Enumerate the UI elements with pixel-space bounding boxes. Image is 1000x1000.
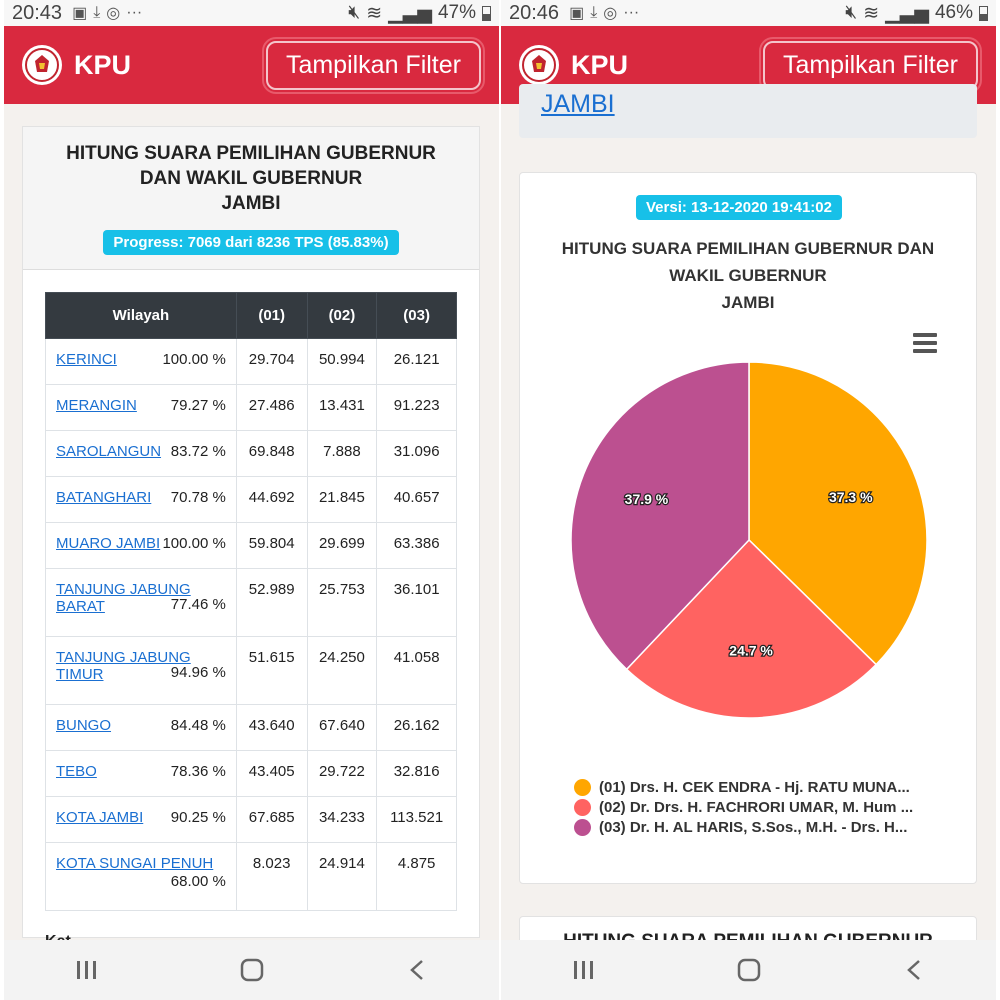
image-icon: ▣ [72,5,88,22]
notes-heading [45,911,457,937]
region-link[interactable]: BATANGHARI [56,489,152,506]
table-row [46,385,457,431]
results-table [45,292,457,911]
table-row [46,431,457,477]
previous-card [519,84,977,138]
legend-marker-icon [574,819,591,836]
votes-03: 113.521 [377,797,457,843]
votes-01: 52.989 [236,569,307,637]
wifi-icon: ≋ [366,2,383,24]
votes-02: 24.250 [307,637,377,705]
progress-badge: Progress: 7069 dari 8236 TPS (85.83%) [103,230,398,255]
signal-icon: ▁▃▅ [388,2,432,24]
region-progress: 100.00 % [162,535,226,552]
votes-02: 13.431 [307,385,377,431]
column-header: (02) [307,293,377,339]
more-icon: ··· [623,4,640,21]
page-content[interactable] [501,90,996,940]
table-row [46,477,457,523]
column-header: (03) [377,293,457,339]
clock: 20:43 [12,1,63,24]
battery-percent: 46% [934,2,973,23]
kpu-logo [22,45,62,85]
brand-name: KPU [74,49,132,80]
home-icon[interactable] [222,950,282,990]
votes-01: 29.704 [236,339,307,385]
android-nav-bar [4,940,499,1000]
android-nav-bar [501,940,996,1000]
votes-03: 26.162 [377,705,457,751]
region-progress: 68.00 % [170,873,226,890]
home-icon[interactable] [719,950,779,990]
table-row [46,751,457,797]
votes-03: 32.816 [377,751,457,797]
region-progress: 79.27 % [170,397,226,414]
region-link[interactable]: TANJUNG JABUNG TIMUR [56,649,191,683]
region-link[interactable]: MUARO JAMBI [56,535,161,552]
votes-01: 8.023 [236,843,307,911]
slice-data-label: 37.9 % [624,491,669,508]
table-row [46,843,457,911]
signal-icon: ▁▃▅ [885,2,929,24]
region-progress: 84.48 % [170,717,226,734]
votes-03: 31.096 [377,431,457,477]
votes-02: 25.753 [307,569,377,637]
region-link[interactable]: MERANGIN [56,397,137,414]
column-header: (01) [236,293,307,339]
phone-screen-left [4,0,499,1000]
chart-card [519,172,977,884]
card-header [23,127,479,270]
region-progress: 77.46 % [170,596,226,613]
votes-03: 36.101 [377,569,457,637]
card-title: DAN WAKIL GUBERNUR [139,168,363,189]
table-row [46,705,457,751]
votes-02: 67.640 [307,705,377,751]
votes-02: 34.233 [307,797,377,843]
votes-03: 91.223 [377,385,457,431]
chart-legend [574,777,954,837]
mute-icon: 🔇︎ [845,2,858,23]
region-progress: 70.78 % [170,489,226,506]
legend-marker-icon [574,779,591,796]
show-filter-button[interactable]: Tampilkan Filter [266,41,481,90]
card-title: HITUNG SUARA PEMILIHAN GUBERNUR [66,143,436,164]
slice-data-label: 37.3 % [828,489,873,506]
status-bar [4,0,499,26]
votes-01: 51.615 [236,637,307,705]
region-link[interactable]: TANJUNG JABUNG BARAT [56,581,191,615]
votes-02: 29.699 [307,523,377,569]
legend-item[interactable] [574,797,954,817]
table-row [46,797,457,843]
kpu-logo [519,45,559,85]
legend-item[interactable] [574,817,954,837]
legend-marker-icon [574,799,591,816]
app-header [4,26,499,104]
votes-03: 26.121 [377,339,457,385]
votes-01: 43.640 [236,705,307,751]
back-icon[interactable] [387,950,447,990]
region-progress: 90.25 % [170,809,226,826]
brand-name: KPU [571,49,629,80]
more-icon: ··· [126,4,143,21]
votes-02: 29.722 [307,751,377,797]
download-icon: ⤓ [93,4,101,21]
votes-03: 63.386 [377,523,457,569]
votes-02: 50.994 [307,339,377,385]
clock: 20:46 [509,1,560,24]
region-link[interactable]: JAMBI [541,90,615,118]
votes-03: 40.657 [377,477,457,523]
recent-apps-icon[interactable] [554,950,614,990]
battery-icon [979,6,988,21]
instagram-icon: ◎ [603,5,618,22]
version-badge: Versi: 13-12-2020 19:41:02 [636,195,842,220]
chart-title-line: WAKIL GUBERNUR [669,266,827,285]
votes-01: 67.685 [236,797,307,843]
page-content[interactable] [4,104,499,940]
votes-02: 21.845 [307,477,377,523]
slice-data-label: 24.7 % [729,642,773,659]
battery-icon [482,6,491,21]
table-row [46,523,457,569]
show-filter-button[interactable]: Tampilkan Filter [763,41,978,90]
votes-03: 41.058 [377,637,457,705]
region-link[interactable]: KOTA SUNGAI PENUH [56,855,214,872]
region-progress: 94.96 % [170,664,226,681]
votes-01: 59.804 [236,523,307,569]
chart-title-line: JAMBI [721,293,775,312]
legend-label: (01) Drs. H. CEK ENDRA - Hj. RATU MUNA... [599,778,910,796]
region-progress: 100.00 % [162,351,226,368]
column-header: Wilayah [46,293,237,339]
battery-percent: 47% [437,2,476,23]
card-title: JAMBI [221,193,281,214]
instagram-icon: ◎ [106,5,121,22]
phone-screen-right [501,0,996,1000]
table-row [46,569,457,637]
back-icon[interactable] [884,950,944,990]
status-bar [501,0,996,26]
recent-apps-icon[interactable] [57,950,117,990]
image-icon: ▣ [569,5,585,22]
region-link[interactable]: SAROLANGUN [56,443,162,460]
table-row [46,637,457,705]
result-card [22,126,480,938]
legend-label: (03) Dr. H. AL HARIS, S.Sos., M.H. - Drs. H... [599,818,908,836]
votes-03: 4.875 [377,843,457,911]
region-link[interactable]: KOTA JAMBI [56,809,144,826]
chart-title-line: HITUNG SUARA PEMILIHAN GUBERNUR DAN [561,239,935,258]
legend-item[interactable] [574,777,954,797]
votes-01: 69.848 [236,431,307,477]
mute-icon: 🔇︎ [348,2,361,23]
wifi-icon: ≋ [863,2,880,24]
region-progress: 78.36 % [170,763,226,780]
votes-01: 27.486 [236,385,307,431]
votes-02: 24.914 [307,843,377,911]
legend-label: (02) Dr. Drs. H. FACHRORI UMAR, M. Hum ... [599,798,914,816]
votes-02: 7.888 [307,431,377,477]
votes-01: 44.692 [236,477,307,523]
region-link[interactable]: KERINCI [56,351,117,368]
region-link[interactable]: BUNGO [56,717,112,734]
download-icon: ⤓ [590,4,598,21]
region-link[interactable]: TEBO [56,763,97,780]
table-row [46,339,457,385]
votes-01: 43.405 [236,751,307,797]
region-progress: 83.72 % [170,443,226,460]
